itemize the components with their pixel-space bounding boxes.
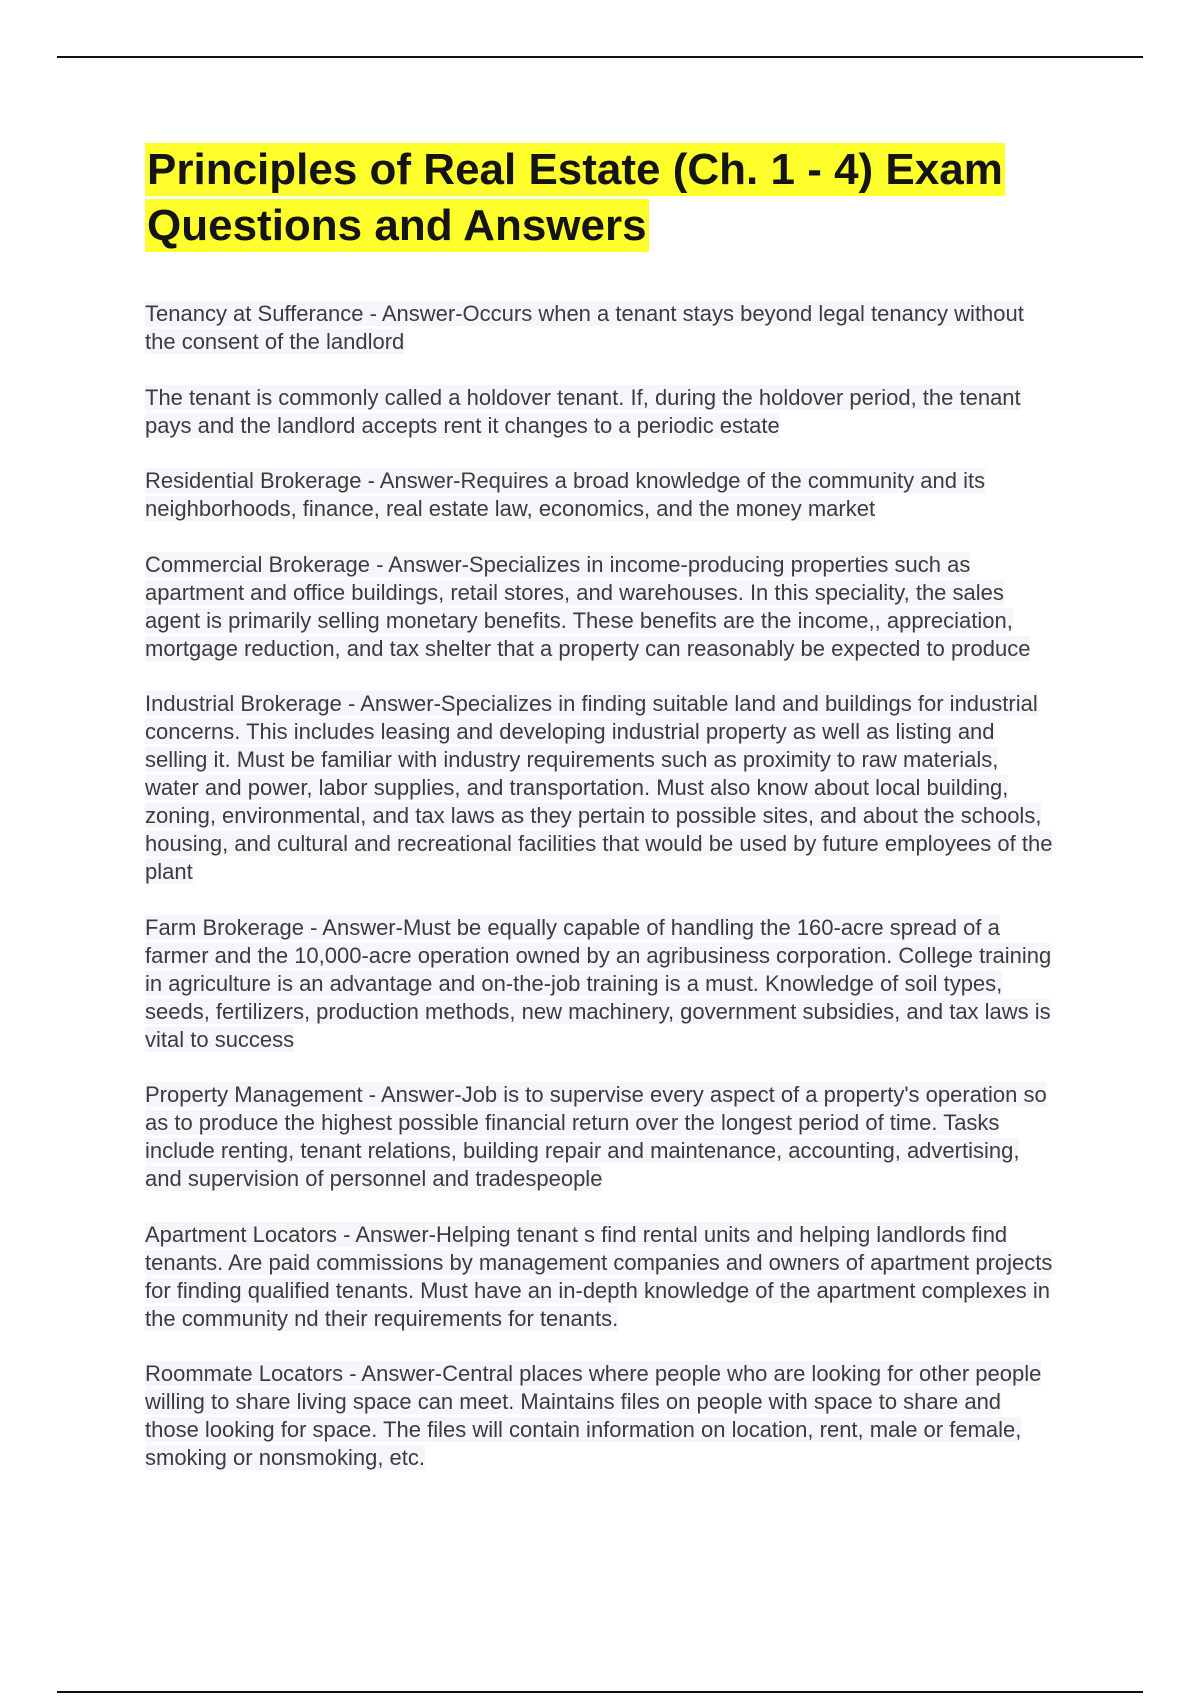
qa-entry-holdover-tenant: [145, 384, 1055, 440]
qa-entry-industrial-brokerage: [145, 690, 1055, 886]
qa-entry-text: Roommate Locators - Answer-Central places where people who are looking for other people willing to share living space can meet. Maintains files on people with space to share and those looking for space. The files will contain information on location, rent, male or female, smoking or nonsmoking, etc.: [145, 1361, 1042, 1470]
top-rule: [57, 56, 1143, 58]
qa-entry-residential-brokerage: [145, 467, 1055, 523]
qa-entry-text: Property Management - Answer-Job is to supervise every aspect of a property's operation so as to produce the highest possible financial return over the longest period of time. Tasks include renting, tenant relations, building repair and maintenance, accounting, advertising, and supervision of personnel and tradespeople: [145, 1082, 1047, 1191]
qa-entry-property-management: [145, 1081, 1055, 1193]
qa-entry-text: Apartment Locators - Answer-Helping tenant s find rental units and helping landlords find tenants. Are paid commissions by management companies and owners of apartment projects for finding qualified tenants. Must have an in-depth knowledge of the apartment complexes in the community nd their requirements for tenants.: [145, 1221, 1053, 1331]
qa-entry-text: The tenant is commonly called a holdover tenant. If, during the holdover period, the tenant pays and the landlord accepts rent it changes to a periodic estate: [145, 384, 1021, 438]
qa-entry-text: Commercial Brokerage - Answer-Specializes in income-producing properties such as apartment and office buildings, retail stores, and warehouses. In this speciality, the sales agent is primarily selling monetary benefits. These benefits are the income,, appreciation, mortgage reduction, and tax shelter that a property can reasonably be expected to produce: [145, 551, 1031, 661]
document-title: [145, 142, 1105, 254]
qa-entry-roommate-locators: [145, 1360, 1055, 1472]
qa-entry-farm-brokerage: [145, 914, 1055, 1054]
bottom-rule: [57, 1691, 1143, 1693]
qa-entry-commercial-brokerage: [145, 551, 1055, 663]
qa-entry-text: Industrial Brokerage - Answer-Specializes in finding suitable land and buildings for industrial concerns. This includes leasing and developing industrial property as well as listing and selling it. Must be familiar with industry requirements such as proximity to raw materials, water and power, labor supplies, and transportation. Must also know about local building, zoning, environmental, and tax laws as they pertain to possible sites, and about the schools, housing, and cultural and recreational facilities that would be used by future employees of the plant: [145, 691, 1053, 884]
qa-entry-text: Farm Brokerage - Answer-Must be equally capable of handling the 160-acre spread of a farmer and the 10,000-acre operation owned by an agribusiness corporation. College training in agriculture is an advantage and on-the-job training is a must. Knowledge of soil types, seeds, fertilizers, production methods, new machinery, government subsidies, and tax laws is vital to success: [145, 914, 1052, 1052]
qa-entry-tenancy-at-sufferance: [145, 300, 1055, 356]
qa-entry-apartment-locators: [145, 1221, 1055, 1333]
title-highlight: Principles of Real Estate (Ch. 1 - 4) Exam Questions and Answers: [147, 145, 1003, 250]
qa-entry-text: Tenancy at Sufferance - Answer-Occurs when a tenant stays beyond legal tenancy without the consent of the landlord: [145, 301, 1024, 354]
qa-list: [145, 300, 1055, 1500]
qa-entry-text: Residential Brokerage - Answer-Requires a broad knowledge of the community and its neighborhoods, finance, real estate law, economics, and the money market: [145, 468, 986, 521]
